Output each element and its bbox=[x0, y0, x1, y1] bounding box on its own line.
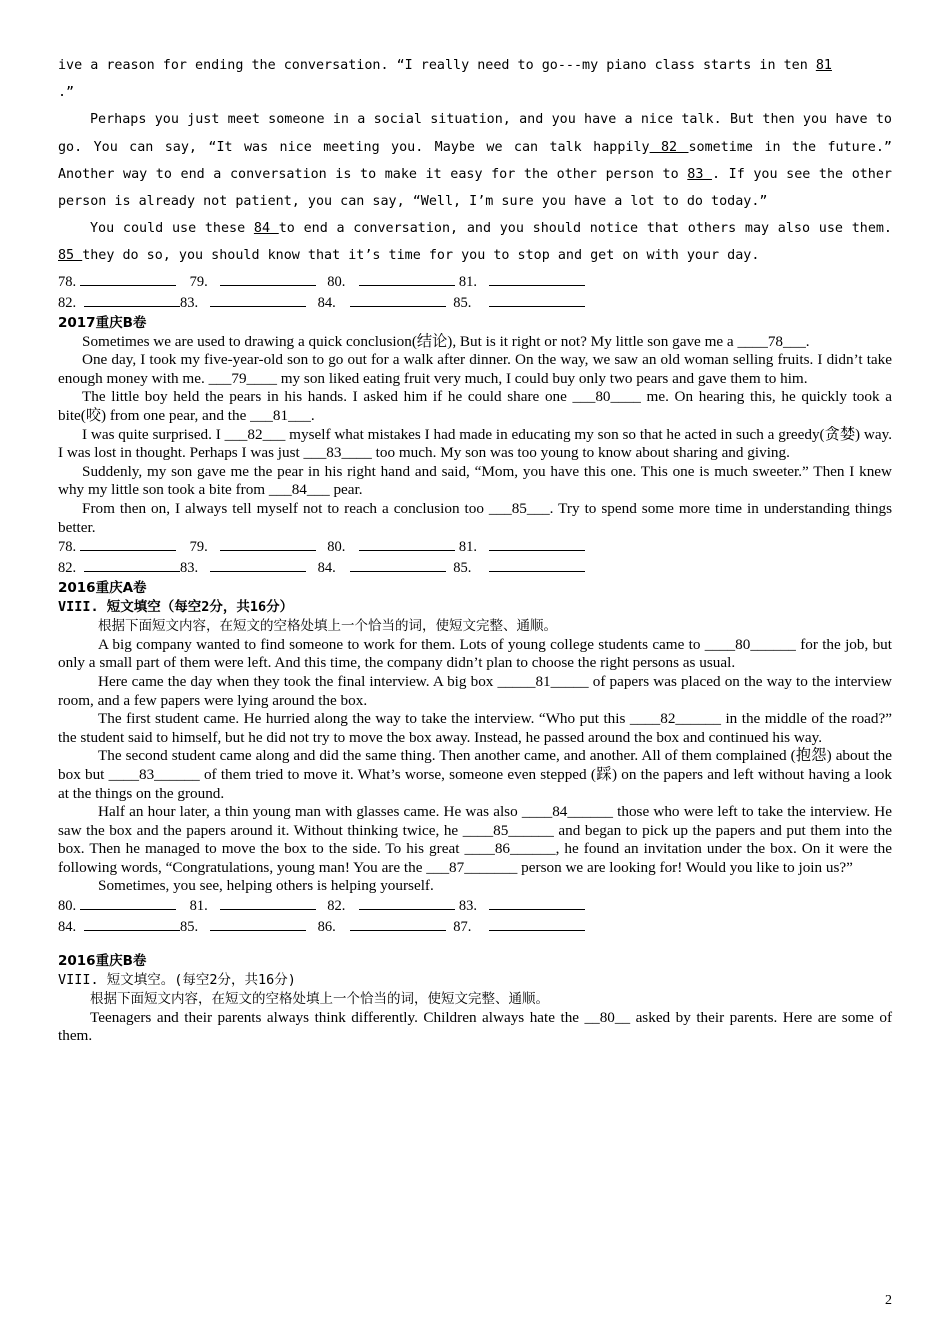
paragraph: Here came the day when they took the final interview. A big box _____81_____ of papers was placed on the way to the interview room, and a few papers were lying around the box. bbox=[58, 672, 892, 709]
answer-blank[interactable] bbox=[84, 293, 180, 307]
blank-81[interactable]: 81 bbox=[815, 58, 832, 73]
answer-row: 78. 79. 80. 81. bbox=[58, 537, 892, 558]
answer-row: 82. 83. 84. 85. bbox=[58, 293, 892, 314]
paragraph: One day, I took my five-year-old son to go out for a walk after dinner. On the way, we saw an old woman selling fruits. I didn’t take enough money with me. ___79____ my son liked eating fruit very much, I could buy only two pears and gave them to him. bbox=[58, 351, 892, 387]
answer-blank[interactable] bbox=[489, 537, 585, 551]
answer-blank[interactable] bbox=[489, 272, 585, 286]
answer-row: 80. 81. 82. 83. bbox=[58, 896, 892, 917]
paragraph: The second student came along and did the same thing. Then another came, and another. All of them complained (抱怨) about the box but ____83______ of them tried to move it. What’s worse, someone even stepped (踩) on the papers and left without having a look at the things on the ground. bbox=[58, 747, 892, 802]
blank-82[interactable]: 82 bbox=[649, 139, 689, 155]
answer-blank[interactable] bbox=[210, 558, 306, 572]
passage-2017b bbox=[58, 333, 892, 538]
answer-blank[interactable] bbox=[489, 558, 585, 572]
answer-blank[interactable] bbox=[489, 917, 585, 931]
paragraph: ive a reason for ending the conversation. “I really need to go---my piano class starts in ten 81 .” bbox=[58, 58, 832, 101]
paragraph: Half an hour later, a thin young man with glasses came. He was also ____84______ those who were left to take the interview. He saw the box and the papers around it. Without thinking twice, he ____85______ and began to pick up the papers and put them into the box. Then he managed to move the box to the side. To his great ____86______, he found an invitation under the box. On it were the following words, “Congratulations, young man! You are the ___87_______ person we are looking for! Would you like to join us?” bbox=[58, 803, 892, 876]
paragraph: The first student came. He hurried along the way to take the interview. “Who put this ____82______ in the middle of the road?” the student said to himself, but he did not try to move the box away. Instead, he passed around the box and continued his way. bbox=[58, 710, 892, 746]
answer-blank[interactable] bbox=[359, 537, 455, 551]
answer-blank[interactable] bbox=[220, 272, 316, 286]
blank-83[interactable]: 83 bbox=[687, 166, 712, 182]
paragraph: A big company wanted to find someone to work for them. Lots of young college students came to ____80______ for the job, but only a small part of them were left. And this time, the company didn’t plan to choose the right persons as usual. bbox=[58, 635, 892, 672]
answer-row: 82. 83. 84. 85. bbox=[58, 558, 892, 579]
answer-row: 84. 85. 86. 87. bbox=[58, 917, 892, 938]
answer-blank[interactable] bbox=[489, 896, 585, 910]
answer-blank[interactable] bbox=[210, 917, 306, 931]
section-heading: 2016重庆B卷 bbox=[58, 953, 147, 970]
answer-blank[interactable] bbox=[350, 558, 446, 572]
section-subheading: VIII. 短文填空（每空2分，共16分） bbox=[58, 599, 294, 616]
instruction: 根据下面短文内容，在短文的空格处填上一个恰当的词，使短文完整、通顺。 bbox=[90, 991, 549, 1008]
answer-blank[interactable] bbox=[350, 293, 446, 307]
answer-row: 78. 79. 80. 81. bbox=[58, 272, 892, 293]
answer-blank[interactable] bbox=[210, 293, 306, 307]
blank-85[interactable]: 85 bbox=[58, 248, 83, 264]
answer-blank[interactable] bbox=[80, 537, 176, 551]
answer-blank[interactable] bbox=[489, 293, 585, 307]
answer-blank[interactable] bbox=[84, 917, 180, 931]
answer-blank[interactable] bbox=[220, 537, 316, 551]
paragraph: Sometimes we are used to drawing a quick conclusion(结论), But is it right or not? My little son gave me a ____78___. bbox=[82, 332, 810, 350]
page-number: 2 bbox=[885, 1293, 892, 1308]
paragraph: I was quite surprised. I ___82___ myself what mistakes I had made in educating my son so that he acted in such a greedy(贪婪) way. I was lost in thought. Perhaps I was just ___83____ too much. My son was too young to know about sharing and giving. bbox=[58, 425, 892, 462]
answer-blank[interactable] bbox=[350, 917, 446, 931]
answer-blank[interactable] bbox=[80, 272, 176, 286]
section-heading: 2017重庆B卷 bbox=[58, 314, 147, 331]
answer-blank[interactable] bbox=[359, 272, 455, 286]
section-subheading: VIII. 短文填空。(每空2分，共16分) bbox=[58, 972, 296, 989]
passage-2016a bbox=[58, 617, 892, 896]
paragraph: Sometimes, you see, helping others is helping yourself. bbox=[98, 877, 434, 895]
answer-blank[interactable] bbox=[220, 896, 316, 910]
paragraph: Teenagers and their parents always think differently. Children always hate the __80__ asked by their parents. Here are some of them. bbox=[58, 1008, 892, 1045]
paragraph: Suddenly, my son gave me the pear in his right hand and said, “Mom, you have this one. This one is much sweeter.” Then I knew why my little son took a bite from ___84___ pear. bbox=[58, 462, 892, 499]
document-page bbox=[58, 52, 892, 1046]
answer-blank[interactable] bbox=[80, 896, 176, 910]
section-heading: 2016重庆A卷 bbox=[58, 580, 147, 597]
paragraph: From then on, I always tell myself not to reach a conclusion too ___85___. Try to spend some more time in understanding things better. bbox=[58, 499, 892, 536]
blank-84[interactable]: 84 bbox=[253, 221, 279, 237]
passage-top bbox=[58, 52, 892, 270]
passage-2016b bbox=[58, 990, 892, 1046]
answer-blank[interactable] bbox=[84, 558, 180, 572]
instruction: 根据下面短文内容，在短文的空格处填上一个恰当的词，使短文完整、通顺。 bbox=[98, 618, 557, 635]
paragraph: You could use these 84 to end a conversation, and you should notice that others may also use them. 85 they do so, you should know that it’s time for you to stop and get on with your day. bbox=[58, 221, 892, 264]
paragraph: The little boy held the pears in his hands. I asked him if he could share one ___80____ me. On hearing this, he quickly took a bite(咬) from one pear, and the ___81___. bbox=[58, 388, 892, 424]
answer-blank[interactable] bbox=[359, 896, 455, 910]
paragraph: Perhaps you just meet someone in a social situation, and you have a nice talk. But then you have to go. You can say, “It was nice meeting you. Maybe we can talk happily 82 sometime in the future.” Another way to end a conversation is to make it easy for the other person to 83 . If you see the other person is already not patient, you can say, “Well, I’m sure you have a lot to do today.” bbox=[58, 112, 892, 210]
